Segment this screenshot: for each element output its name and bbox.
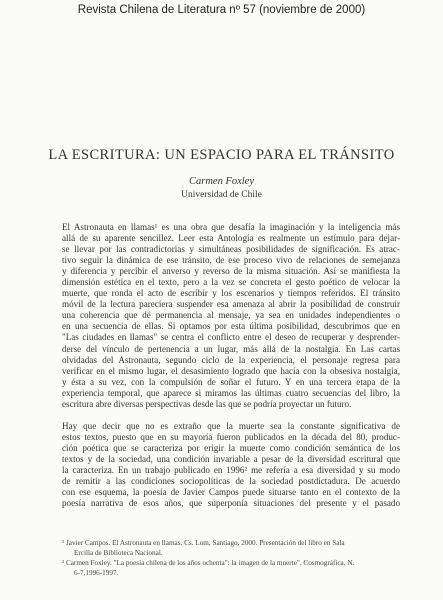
text-line: poesía narrativa de esos años, que superponía situaciones del presente y el pasado (62, 498, 400, 509)
text-line: olvidadas del Astronauta, segundo ciclo de la experiencia, el personaje regresa para (62, 354, 400, 365)
footnote-2: ² Carmen Foxley. "La poesía chilena de los años ochenta": la imagen de la muerte". Cosmográfica, N. (62, 559, 355, 567)
text-line: la caracteriza. En un trabajo publicado en 1996² me refería a esa diversidad y su modo (62, 465, 400, 476)
text-line: allá de su aparente sencillez. Leer esta Antología es realmente un estímulo para dejar- (62, 233, 400, 244)
text-line: dimensión estética en el texto, pero a la vez se concreta el gesto poético de velocar la (62, 277, 400, 288)
body-paragraph-1 (62, 222, 400, 410)
text-line: estos textos, puesto que en su mayoría fueron publicados en la década del 80, produc- (62, 432, 400, 443)
text-line: una coherencia que dé permanencia al mensaje, ya sea en unidades independientes o (62, 310, 400, 321)
text-line: se llevar por las contradictorias y simultáneas posibilidades de significación. Es atrac- (62, 244, 400, 255)
author-affiliation: Universidad de Chile (181, 190, 262, 200)
body-paragraph-2 (62, 421, 400, 509)
text-line: Hay que decir que no es extraño que la muerte sea la constante significativa de (62, 421, 400, 431)
text-line: y ésta a su vez, con la compulsión de soñar el futuro. Y en una tercera etapa de la (62, 376, 400, 387)
journal-header: Revista Chilena de Literatura nº 57 (noviembre de 2000) (77, 4, 366, 16)
text-line: "Las ciudades en llamas" se centra el conflicto entre el deseo de recuperar y desprender- (62, 332, 400, 343)
article-title: LA ESCRITURA: UN ESPACIO PARA EL TRÁNSITO (48, 147, 395, 163)
author-name: Carmen Foxley (188, 176, 255, 187)
text-line: en una secuencia de ellas. Si optamos por esta última posibilidad, descubrimos que en (62, 321, 400, 332)
text-line: muerte, que ronda el acto de escribir y los escenarios y tiempos referidos. El tránsito (62, 288, 400, 299)
footnotes (62, 538, 400, 578)
text-line: tivo seguir la dinámica de ese tránsito, de ese proceso vivo de relaciones de semejanza (62, 255, 400, 266)
text-line: verificar en el mismo lugar, el desasimiento logrado que hacía con la obsesiva nostalgia, (62, 365, 400, 376)
text-line: experiencia temporal, que aparece si miramos las últimas cuatro secuencias del libro, la (62, 387, 400, 398)
text-line: derse del vínculo de pertenencia a un lugar, más allá de la nostalgia. En Las cartas (62, 343, 400, 354)
text-line: con ese esquema, la poesía de Javier Campos puede situarse tanto en el contexto de la (62, 487, 400, 498)
text-line: de remitir a las condiciones sociopolíticas de la sociedad postdictadura. De acuerdo (62, 476, 400, 487)
text-line: ción poética que se caracteriza por erigir la muerte como condición semántica de los (62, 443, 400, 454)
footnote-1-cont: Ercilla de Biblioteca Nacional. (74, 549, 163, 557)
text-line: El Astronauta en llamas¹ es una obra que desafía la imaginación y la inteligencia más (62, 222, 400, 232)
footnote-1: ¹ Javier Campos. El Astronauta en llamas. Cs. Lom, Santiago, 2000. Presentación del libro en Sala (62, 539, 345, 547)
text-line: escritura abre diversas perspectivas desde las que se podría proyectar un futuro. (62, 398, 352, 409)
footnote-2-cont: 6-7,1996-1997. (74, 569, 119, 577)
text-line: textos y de la sociedad, una condición invariable a pesar de la diversidad escritural que (62, 454, 400, 465)
text-line: móvil de la lectura pareciera suspender esa amenaza al abrir la posibilidad de construir (62, 299, 400, 310)
text-line: y diferencia y percibir el anverso y reverso de la misma situación. Así se manifiesta la (62, 266, 400, 277)
